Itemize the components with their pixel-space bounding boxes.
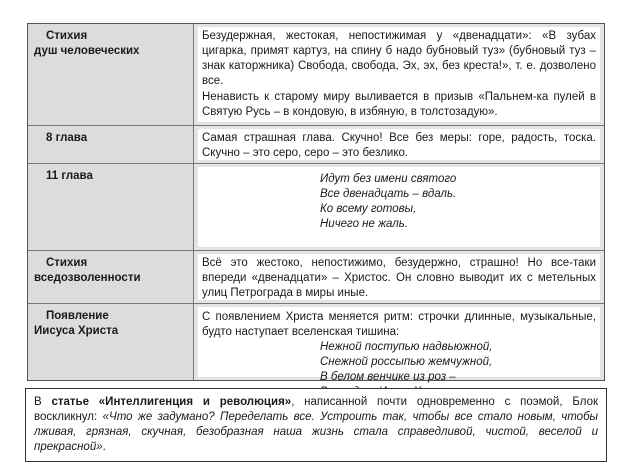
row-label: Стихия душ человеческих [28, 24, 194, 125]
table-row [28, 304, 604, 383]
row-content [198, 167, 600, 247]
row-content [198, 129, 600, 160]
table-row [28, 164, 604, 250]
row-label: 11 глава [28, 164, 194, 250]
paragraph: Самая страшная глава. Скучно! Все без меры: горе, радость, тоска. Скучно – это серо, серо – это безлико. [202, 132, 596, 159]
row-label: Стихия вседозволенности [28, 251, 194, 303]
paragraph: Всё это жестоко, непостижимо, безудержно, страшно! Но все-таки впереди «двенадцати» – Христос. Он словно выводит их с метельных улиц Петрограда в миры иные. [202, 257, 596, 299]
content-table [27, 23, 605, 381]
table-row [28, 126, 604, 163]
note-box: В статье «Интеллигенция и революция», написанной почти одновременно с поэмой, Блок воскликнул: «Что же задумано? Переделать все. Устроить так, чтобы все стало новым, чтобы лживая, грязная, скучная, безобразная наша жизнь стала справедливой, чистой, веселой и прекрасной». [25, 388, 607, 462]
paragraph: Ненависть к старому миру выливается в призыв «Пальнем-ка пулей в Святую Русь – в кондовую, в избяную, в толстозадую». [202, 91, 596, 118]
poem-excerpt: Нежной поступью надвьюжной, Снежной россыпью жемчужной, В белом венчике из роз – [320, 341, 493, 383]
row-content [198, 307, 600, 383]
paragraph: Безудержная, жестокая, непостижимая у «двенадцати»: «В зубах цигарка, примят картуз, на спину б надо бубновый туз» (бубновый туз – знак каторжника) Свобода, свобода, Эх, эх, без креста!», т. е. дозволено все. [202, 30, 596, 87]
paragraph: С появлением Христа меняется ритм: строчки длинные, музыкальные, будто наступает вселенская тишина: [202, 311, 596, 338]
table-row [28, 24, 604, 125]
poem-excerpt: Идут без имени святого Все двенадцать – вдаль. Ко всему готовы, Ничего не жаль. [320, 173, 457, 230]
blok-quote: «Что же задумано? Переделать все. Устроить так, чтобы все стало новым, чтобы лживая, грязная, скучная, безобразная наша жизнь стала справедливой, чистой, веселой и прекрасной» [34, 411, 598, 453]
table-row [28, 251, 604, 303]
row-content [198, 27, 600, 122]
row-label: Появление Иисуса Христа [28, 304, 194, 380]
article-title: статье «Интеллигенция и революция» [51, 396, 292, 408]
row-content [198, 254, 600, 300]
row-label: 8 глава [28, 126, 194, 163]
